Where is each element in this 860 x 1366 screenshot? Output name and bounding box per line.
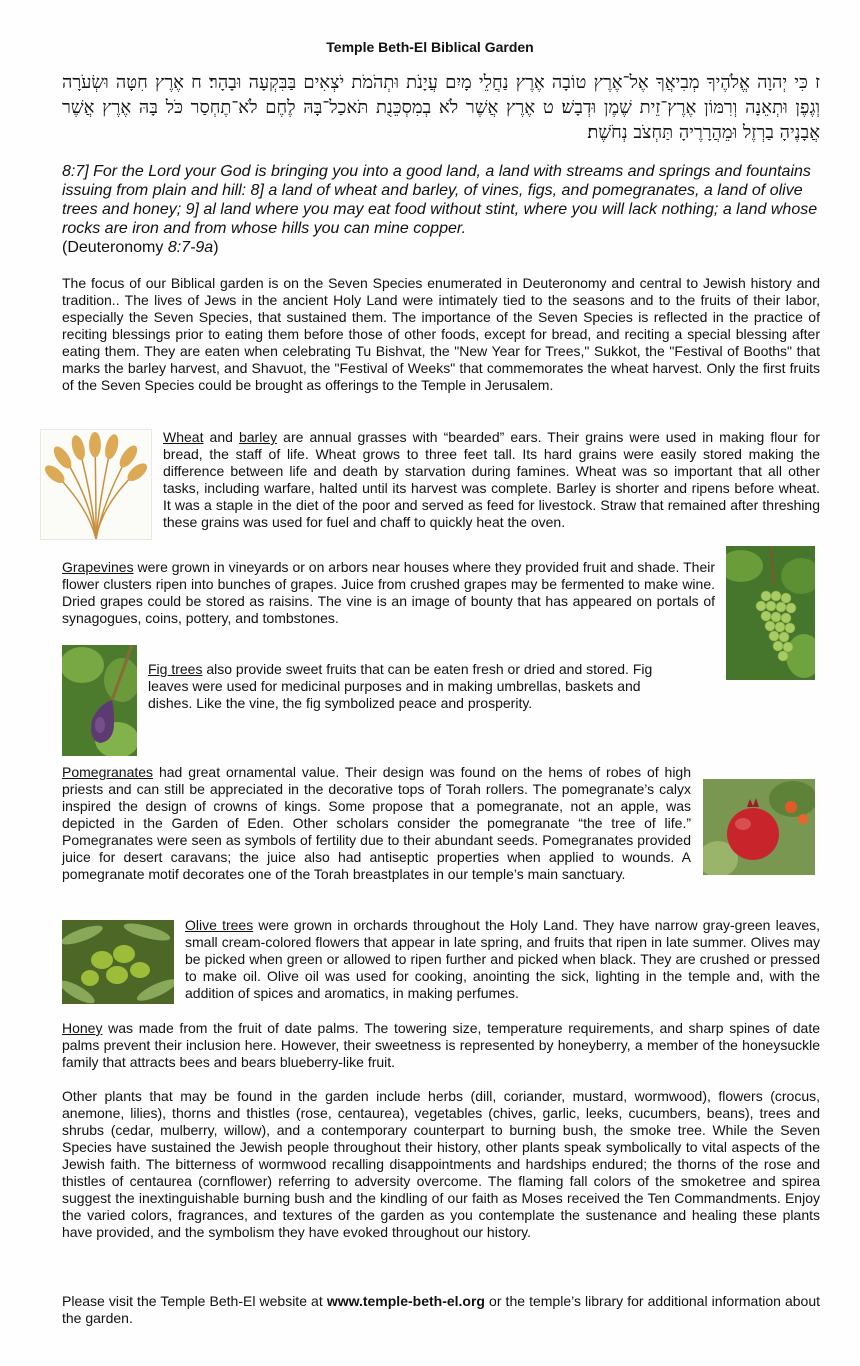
pomegranates-term: Pomegranates: [62, 764, 154, 780]
page-title: Temple Beth-El Biblical Garden: [326, 39, 534, 55]
wheat-paragraph: Wheat and barley are annual grasses with “bearded” ears. Their grains were used in making flour for bread, the staff of life. Wheat grows to three feet tall. Its hard grains were easily stored making the difference between life and death by starvation during famines. Wheat was so important that all other tasks, including warfare, halted until its harvest was complete. Barley is shorter and ripens before wheat. It was a staple in the diet of the poor and served as feed for livestock. Straw that remained after threshing these grains was used for fuel and chaff to quickly heat the oven.: [163, 429, 820, 530]
english-translation: [62, 162, 820, 257]
olive-trees-term: Olive trees: [185, 917, 254, 933]
honey-paragraph: Honey was made from the fruit of date palms. The towering size, temperature requirements, and sharp spines of date palms prevent their inclusion here. However, their sweetness is represented by honeyberry, a member of the honeysuckle family that attracts bees and bears blueberry-like fruit.: [62, 1020, 820, 1070]
grapevines-term: Grapevines: [62, 559, 134, 575]
olive-image: [62, 920, 174, 1004]
fig-paragraph: Fig trees also provide sweet fruits that can be eaten fresh or dried and stored. Fig leaves were used for medicinal purposes and in making umbrellas, baskets and dishes. Like the vine, the fig symbolized peace and prosperity.: [148, 661, 653, 711]
grapes-paragraph: Grapevines were grown in vineyards or on arbors near houses where they provided fruit and shade. Their flower clusters ripen into bunches of grapes. Juice from crushed grapes may be fermented to make wine. Dried grapes could be stored as raisins. The vine is an image of bounty that has appeared on portals of synagogues, coins, pottery, and tombstones.: [62, 559, 715, 626]
honey-term: Honey: [62, 1020, 103, 1036]
pomegranate-paragraph: Pomegranates had great ornamental value. Their design was found on the hems of robes of high priests and can still be appreciated in the decorative tops of Torah rollers. The pomegranate’s calyx inspired the design of crowns of kings. Some propose that a pomegranate, not an apple, was depicted in the Garden of Eden. Other scholars consider the pomegranate “the tree of life.” Pomegranates were seen as symbols of fertility due to their abundant seeds. Pomegranates provided juice for desert caravans; the juice also had antiseptic properties when applied to wounds. A pomegranate motif decorates one of the Torah breastplates in our temple’s main sanctuary.: [62, 764, 691, 882]
grapes-image: [726, 546, 815, 680]
intro-paragraph: The focus of our Biblical garden is on the Seven Species enumerated in Deuteronomy and central to Jewish history and tradition.. The lives of Jews in the ancient Holy Land were intimately tied to the seasons and to the fruits of their labor, especially the Seven Species, that sustained them. The importance of the Seven Species is reflected in the practice of reciting blessings prior to eating them before those of other foods, except for bread, and reciting a special blessing after eating them. They are eaten when celebrating Tu Bishvat, the "New Year for Trees," Sukkot, the "Festival of Booths" that marks the barley harvest, and Shavuot, the "Festival of Weeks" that commemorates the wheat harvest. Only the first fruits of the Seven Species could be brought as offerings to the Temple in Jerusalem.: [62, 275, 820, 393]
website-link[interactable]: www.temple-beth-el.org: [326, 1293, 485, 1309]
quote-text: 8:7] For the Lord your God is bringing you into a good land, a land with streams and springs and fountains issuing from plain and hill: 8] a land of wheat and barley, of vines, figs, and pomegranates, a land of olive trees and honey; 9] al land where you may eat food without stint, where you will lack nothing; a land whose rocks are iron and from whose hills you can mine copper.: [62, 163, 818, 237]
grape-cluster-icon: [726, 546, 815, 680]
barley-term: barley: [238, 429, 278, 445]
footer-paragraph: Please visit the Temple Beth-El website at www.temple-beth-el.org or the temple’s library for additional information about the garden.: [62, 1293, 820, 1326]
other-plants-paragraph: Other plants that may be found in the garden include herbs (dill, coriander, mustard, wormwood), flowers (crocus, anemone, lilies), thorns and thistles (rose, centaurea), vegetables (chives, garlic, leeks, cucumbers, beans), trees and shrubs (cedar, mulberry, willow), and a contemporary counterpart to burning bush, the smoke tree. While the Seven Species have sustained the Jewish people throughout their history, other plants speak symbolically to vital aspects of the Jewish faith. The bitterness of wormwood recalling disappointments and hardships endured; the thorns of the rose and thistles of centaurea (cornflower) referring to adversity overcome. The flaming fall colors of the smoketree and spirea suggest the inextinguishable burning bush and the kindling of our faith as Moses received the Ten Commandments. Enjoy the varied colors, fragrances, and textures of the garden as you contemplate the sustenance and healing these plants have provided, and the symbolism they have evoked throughout our history.: [62, 1088, 820, 1240]
wheat-term: Wheat: [163, 429, 204, 445]
fig-image: [62, 645, 137, 756]
wheat-icon: [41, 430, 151, 539]
olive-paragraph: Olive trees were grown in orchards throughout the Holy Land. They have narrow gray-green leaves, small cream-colored flowers that appear in late spring, and fruits that ripen in late summer. Olives may be picked when green or allowed to ripen further and picked when black. They are crushed or pressed to make oil. Olive oil was used for cooking, anointing the sick, lighting in the temple and, with the addition of spices and aromatics, in making perfumes.: [185, 917, 821, 1001]
fig-trees-term: Fig trees: [148, 661, 203, 677]
pomegranate-icon: [703, 779, 815, 875]
pomegranate-image: [703, 779, 815, 875]
quote-reference: (Deuteronomy 8:7-9a): [62, 239, 219, 256]
olive-icon: [62, 920, 174, 1004]
hebrew-verse: ז כִּי יְהוָה אֱלֹהֶיךָ מְבִיאֲךָ אֶל־אֶרֶץ טוֹבָה אֶרֶץ נַחֲלֵי מָיִם עֲיָנֹת וּתְהֹמֹת יֹצְאִים בַּבִּקְעָה וּבָהָר׃ ח אֶרֶץ חִטָּה וּשְׂעֹרָה וְגֶפֶן וּתְאֵנָה וְרִמּוֹן אֶרֶץ־זֵית שֶׁמֶן וּדְבָשׁ׃ ט אֶרֶץ אֲשֶׁר לֹא בְמִסְכֵּנֻת תֹּאכַל־בָּהּ לֶחֶם לֹא־תֶחְסַר כֹּל בָּהּ אֶרֶץ אֲשֶׁר אֲבָנֶיהָ בַרְזֶל וּמֵהֲרָרֶיהָ תַּחְצֹב נְחֹשֶׁת׃: [62, 72, 820, 143]
fig-icon: [62, 645, 137, 756]
wheat-image: [40, 429, 152, 540]
